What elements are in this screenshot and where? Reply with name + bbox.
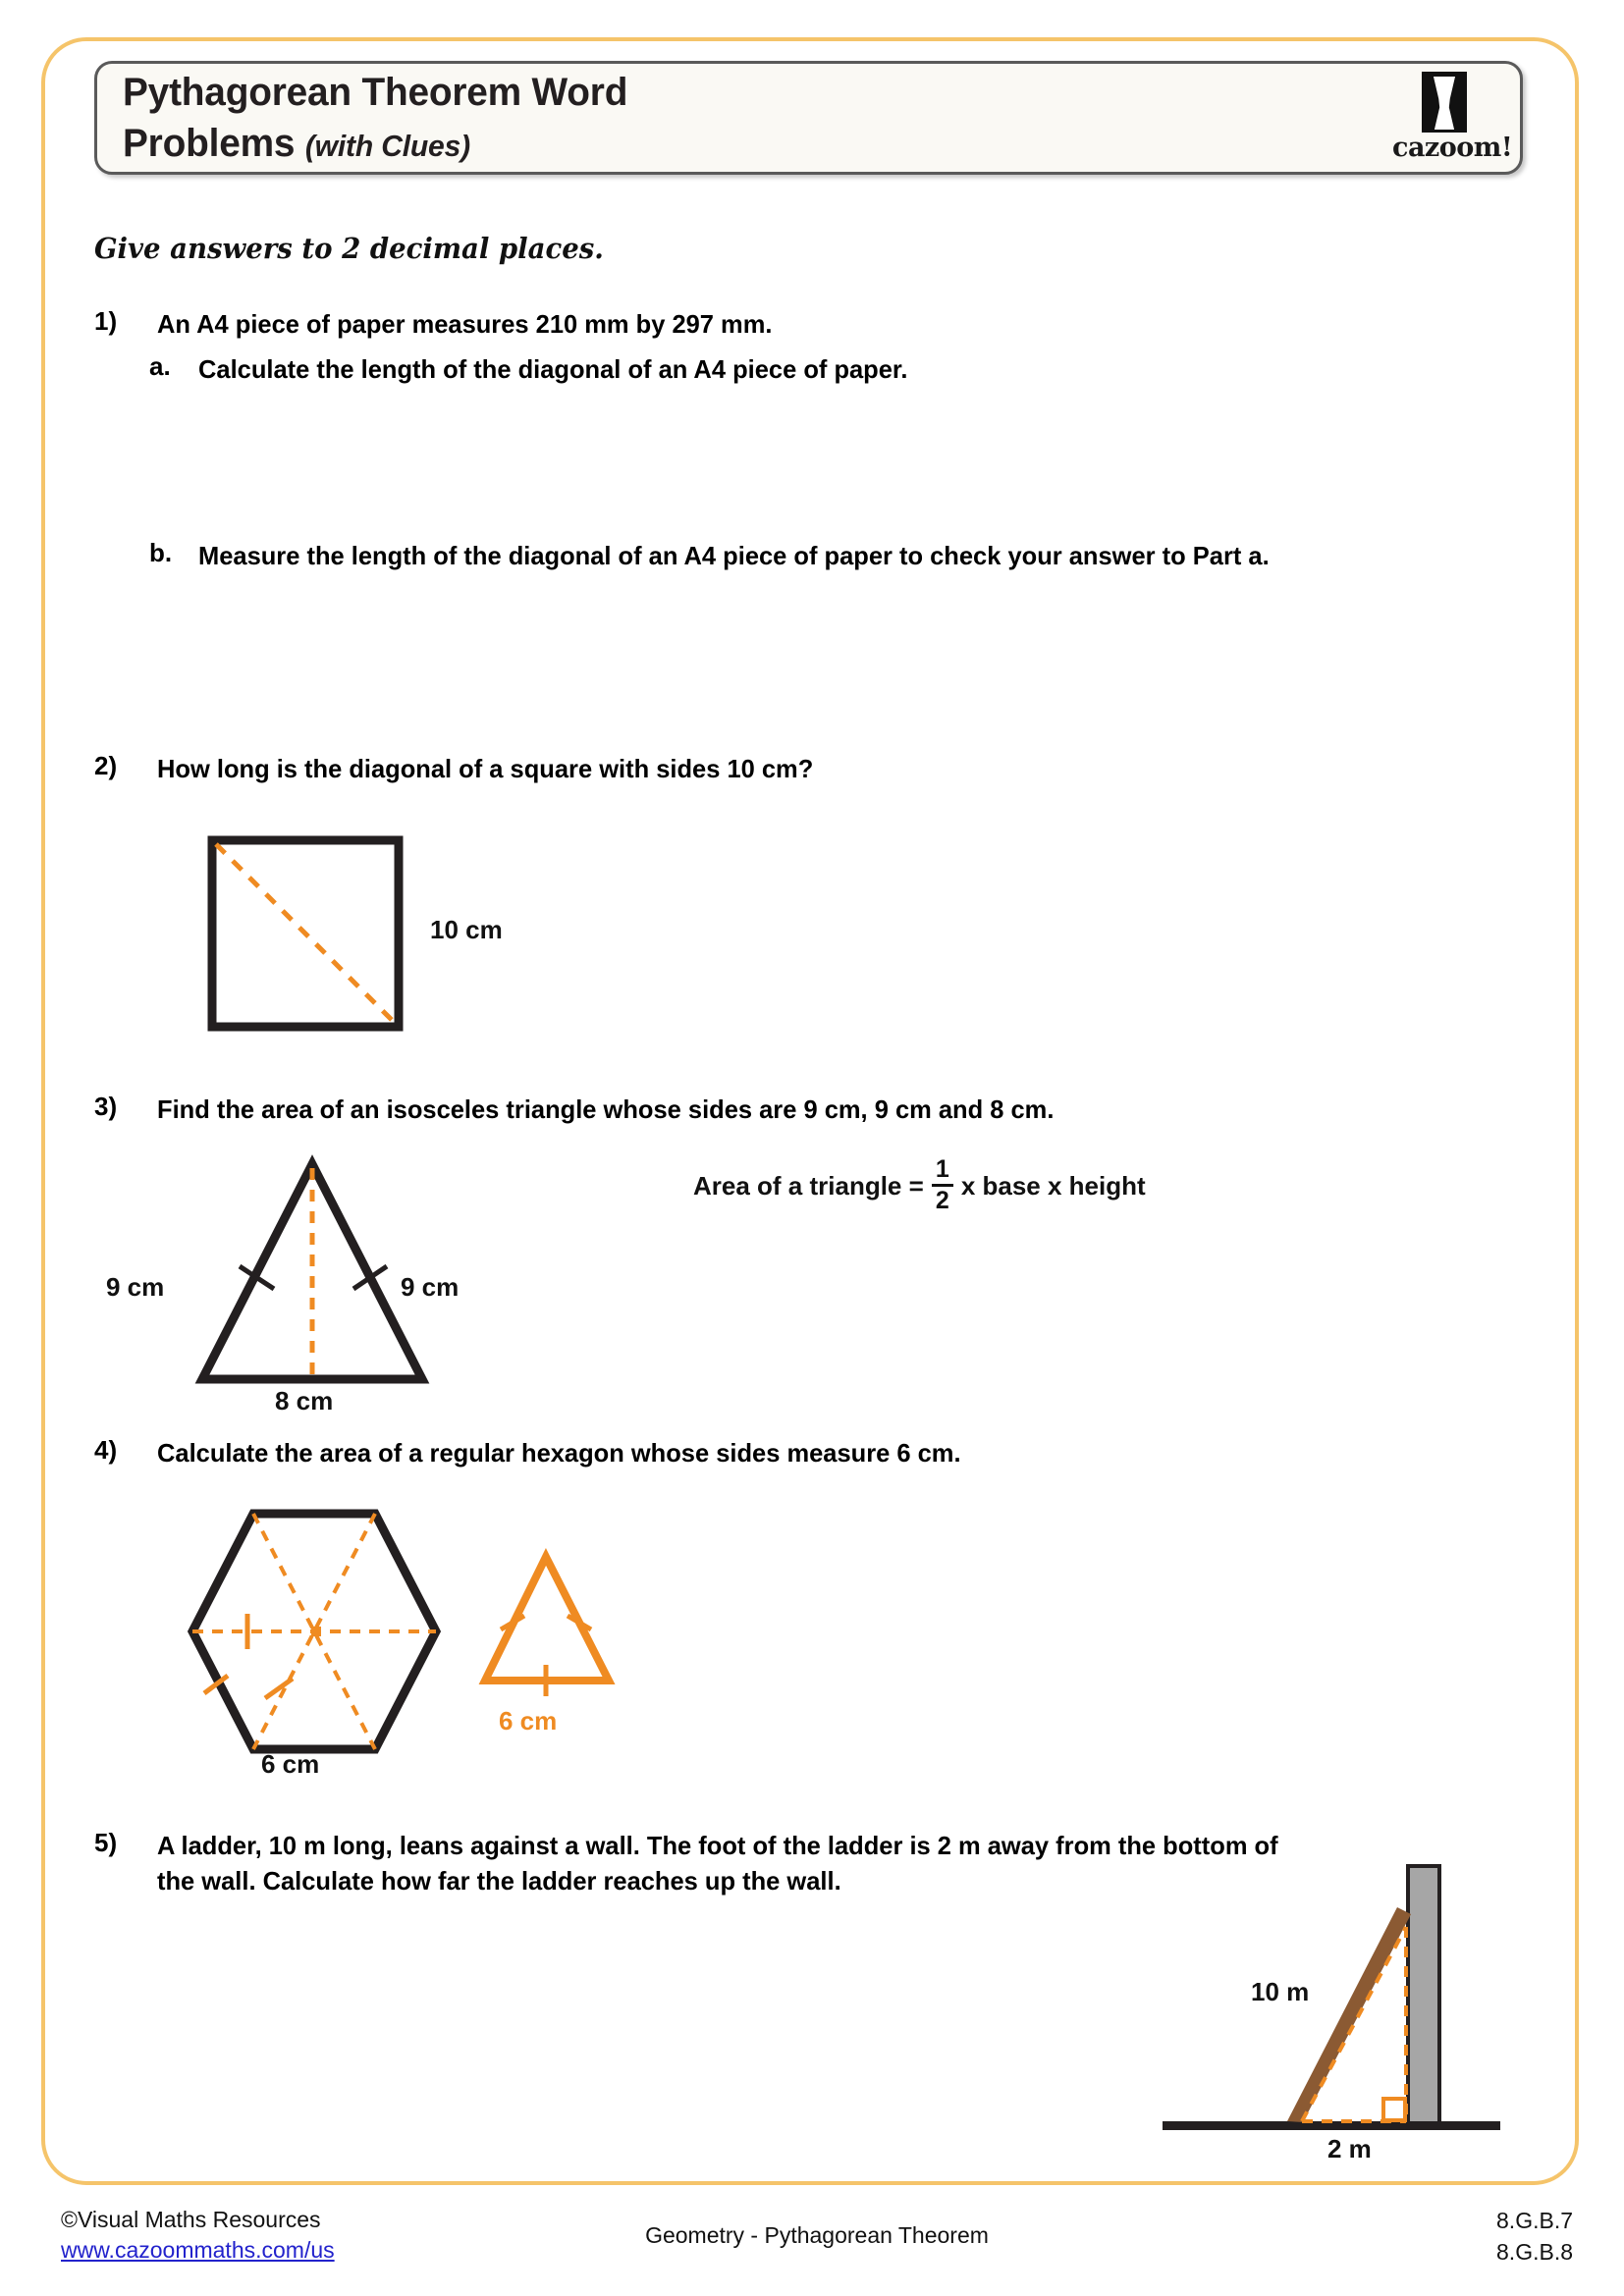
hexagon-side-label: 6 cm xyxy=(261,1749,320,1779)
copyright-text: ©Visual Maths Resources xyxy=(61,2207,321,2232)
question-3-number: 3) xyxy=(94,1092,118,1121)
ladder-shape xyxy=(1287,1907,1411,2122)
question-3-text: Find the area of an isosceles triangle whose sides are 9 cm, 9 cm and 8 cm. xyxy=(157,1095,1055,1124)
formula-prefix: Area of a triangle = xyxy=(693,1171,924,1201)
website-link[interactable]: www.cazoommaths.com/us xyxy=(61,2237,335,2263)
question-5-text-line-2: the wall. Calculate how far the ladder reaches up the wall. xyxy=(157,1866,841,1896)
instruction-text: Give answers to 2 decimal places. xyxy=(94,232,604,265)
logo-wordmark: cazoom! xyxy=(1392,133,1513,163)
question-4-number: 4) xyxy=(94,1435,118,1465)
question-2-number: 2) xyxy=(94,751,118,780)
clue-triangle-label: 6 cm xyxy=(499,1706,558,1735)
one-half-fraction xyxy=(932,1157,953,1213)
isosceles-triangle-diagram xyxy=(106,1148,550,1415)
isosceles-triangle-svg xyxy=(137,1148,550,1414)
square-side-label: 10 cm xyxy=(430,915,503,944)
hexagon-svg xyxy=(167,1492,491,1777)
question-1b-label: b. xyxy=(149,538,173,567)
question-4-text: Calculate the area of a regular hexagon whose sides measure 6 cm. xyxy=(157,1438,961,1468)
equilateral-triangle-svg xyxy=(471,1541,668,1713)
question-2-text: How long is the diagonal of a square with sides 10 cm? xyxy=(157,754,814,783)
ground-distance-label: 2 m xyxy=(1327,2134,1372,2163)
question-1-number: 1) xyxy=(94,306,118,336)
ladder-wall-diagram xyxy=(1139,1845,1571,2189)
fraction-denominator: 2 xyxy=(935,1187,949,1214)
square-diagram xyxy=(206,834,619,1041)
question-5-text-line-1: A ladder, 10 m long, leans against a wall. The foot of the ladder is 2 m away from the bottom of xyxy=(157,1831,1278,1860)
square-diagram-svg xyxy=(206,834,619,1041)
triangle-right-label: 9 cm xyxy=(401,1272,460,1302)
equilateral-triangle-outline xyxy=(485,1557,609,1681)
standard-2: 8.G.B.8 xyxy=(1496,2239,1573,2265)
drum-icon-shape xyxy=(1433,77,1456,130)
question-5-number: 5) xyxy=(94,1828,118,1857)
title-sub-text: (with Clues) xyxy=(304,129,470,163)
worksheet-footer xyxy=(61,2205,1573,2283)
title-main-text: Problems xyxy=(123,122,296,165)
formula-suffix: x base x height xyxy=(960,1171,1146,1201)
wall-shape xyxy=(1408,1866,1439,2123)
question-1b-text: Measure the length of the diagonal of an A4 piece of paper to check your answer to Part a. xyxy=(198,541,1270,570)
cazoom-logo xyxy=(1392,72,1513,170)
footer-standards xyxy=(1496,2205,1573,2268)
right-angle-marker xyxy=(1383,2099,1405,2120)
drum-icon xyxy=(1422,72,1467,133)
footer-topic: Geometry - Pythagorean Theorem xyxy=(645,2222,989,2248)
hexagon-center-point xyxy=(311,1627,321,1636)
worksheet-header xyxy=(94,61,1523,175)
triangle-left-label: 9 cm xyxy=(106,1272,165,1302)
page-title xyxy=(123,67,1105,172)
fraction-numerator: 1 xyxy=(935,1155,949,1183)
triangle-area-clue xyxy=(693,1155,1146,1214)
title-line-2 xyxy=(123,118,1075,172)
question-1a-text: Calculate the length of the diagonal of an A4 piece of paper. xyxy=(198,354,908,384)
question-1a-label: a. xyxy=(149,351,171,381)
question-1-text: An A4 piece of paper measures 210 mm by 297 mm. xyxy=(157,309,773,339)
title-line-1: Pythagorean Theorem Word xyxy=(123,71,628,114)
ladder-length-label: 10 m xyxy=(1251,1977,1310,2006)
triangle-base-label: 8 cm xyxy=(275,1386,334,1415)
standard-1: 8.G.B.7 xyxy=(1496,2208,1573,2233)
hexagon-clue-triangle xyxy=(471,1541,668,1757)
hexagon-diagram xyxy=(167,1492,491,1777)
